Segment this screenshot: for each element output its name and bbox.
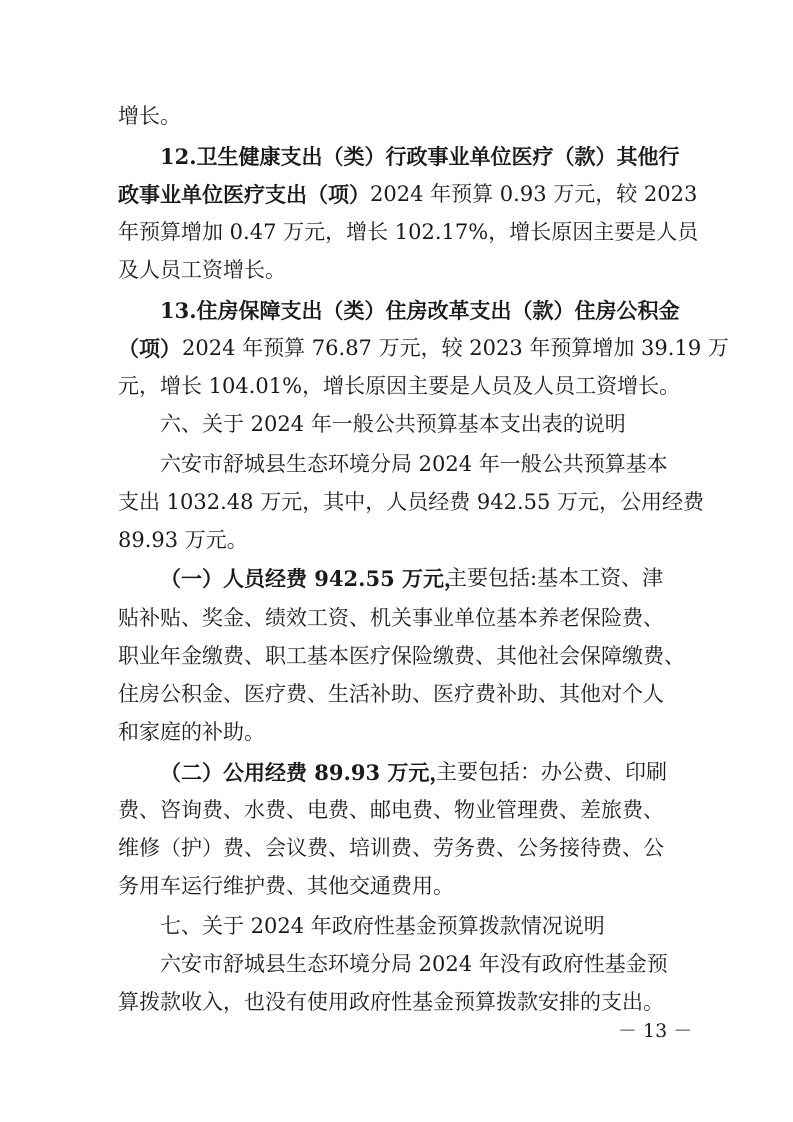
text-segment: 2024 年预算 76.87 万元，较 2023 年预算增加 39.19 万 bbox=[182, 336, 729, 360]
text-segment: 算拨款收入，也没有使用政府性基金预算拨款安排的支出。 bbox=[118, 990, 664, 1014]
text-segment-bold: （项） bbox=[118, 336, 181, 361]
text-segment: 2024 年预算 0.93 万元，较 2023 bbox=[370, 182, 698, 206]
section-heading-13 bbox=[0, 292, 793, 329]
text-segment: 主要包括：办公费、印刷 bbox=[436, 760, 667, 784]
section-heading-7 bbox=[0, 908, 793, 945]
text-line bbox=[0, 830, 793, 867]
text-line bbox=[0, 676, 793, 713]
text-segment: 增长。 bbox=[118, 104, 181, 128]
text-segment: 和家庭的补助。 bbox=[118, 720, 265, 744]
subsection-1 bbox=[0, 560, 793, 597]
text-segment: 89.93 万元。 bbox=[118, 528, 248, 552]
text-line bbox=[0, 98, 793, 135]
text-segment: 及人员工资增长。 bbox=[118, 258, 286, 282]
text-segment: 职业年金缴费、职工基本医疗保险缴费、其他社会保障缴费、 bbox=[118, 644, 685, 668]
text-segment-bold: 政事业单位医疗支出（项） bbox=[118, 182, 370, 207]
text-segment: 六安市舒城县生态环境分局 2024 年一般公共预算基本 bbox=[160, 452, 668, 476]
text-line bbox=[0, 368, 793, 405]
section-heading-6 bbox=[0, 406, 793, 443]
text-segment: 费、咨询费、水费、电费、邮电费、物业管理费、差旅费、 bbox=[118, 798, 664, 822]
text-segment: 务用车运行维护费、其他交通费用。 bbox=[118, 874, 454, 898]
page-number: － 13 － bbox=[618, 1020, 693, 1042]
text-segment: 元，增长 104.01%，增长原因主要是人员及人员工资增长。 bbox=[118, 374, 681, 398]
section-heading-12 bbox=[0, 138, 793, 175]
text-line bbox=[0, 792, 793, 829]
text-segment-bold: 13.住房保障支出（类）住房改革支出（款）住房公积金 bbox=[160, 298, 680, 323]
text-segment: 主要包括:基本工资、津 bbox=[446, 566, 664, 590]
text-line bbox=[0, 484, 793, 521]
text-segment: 六、关于 2024 年一般公共预算基本支出表的说明 bbox=[160, 412, 626, 436]
text-line bbox=[0, 330, 793, 367]
text-segment: 维修（护）费、会议费、培训费、劳务费、公务接待费、公 bbox=[118, 836, 664, 860]
text-line bbox=[0, 946, 793, 983]
text-segment-bold: 12.卫生健康支出（类）行政事业单位医疗（款）其他行 bbox=[160, 144, 680, 169]
text-line bbox=[0, 638, 793, 675]
text-segment: 贴补贴、奖金、绩效工资、机关事业单位基本养老保险费、 bbox=[118, 606, 664, 630]
text-segment: 住房公积金、医疗费、生活补助、医疗费补助、其他对个人 bbox=[118, 682, 664, 706]
text-line bbox=[0, 522, 793, 559]
text-segment-bold: （一）人员经费 942.55 万元， bbox=[160, 566, 465, 591]
text-segment: 年预算增加 0.47 万元，增长 102.17%，增长原因主要是人员 bbox=[118, 220, 699, 244]
text-line bbox=[0, 446, 793, 483]
text-line bbox=[0, 176, 793, 213]
text-line bbox=[0, 714, 793, 751]
subsection-2 bbox=[0, 754, 793, 791]
text-line bbox=[0, 252, 793, 289]
text-segment: 六安市舒城县生态环境分局 2024 年没有政府性基金预 bbox=[160, 952, 668, 976]
text-segment-bold: （二）公用经费 89.93 万元， bbox=[160, 760, 451, 785]
text-line bbox=[0, 600, 793, 637]
text-line bbox=[0, 868, 793, 905]
text-segment: 七、关于 2024 年政府性基金预算拨款情况说明 bbox=[160, 914, 605, 938]
text-segment: 支出 1032.48 万元，其中，人员经费 942.55 万元，公用经费 bbox=[118, 490, 705, 514]
text-line bbox=[0, 214, 793, 251]
